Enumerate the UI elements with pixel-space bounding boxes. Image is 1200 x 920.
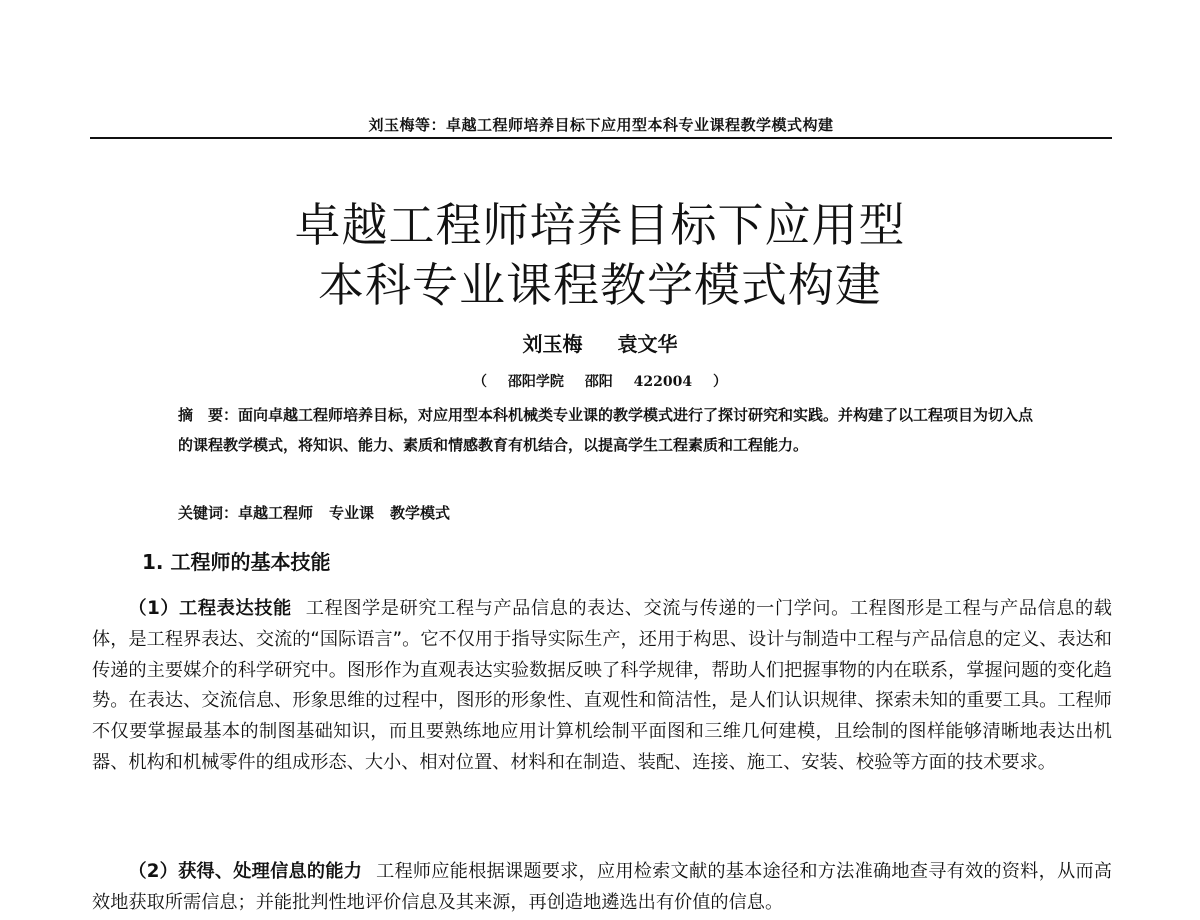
keyword: 卓越工程师 [238,504,314,522]
keywords [178,502,466,523]
section-heading: 1. 工程师的基本技能 [142,550,331,574]
body-paragraph [92,594,1112,779]
affiliation-open-paren: （ [473,374,488,390]
affiliation-institution: 邵阳学院 [507,374,564,390]
affiliation-postcode: 422004 [633,374,693,390]
keyword: 教学模式 [390,504,451,522]
paragraph-text: 工程师应能根据课题要求，应用检索文献的基本途径和方法准确地查寻有效的资料，从而高效地获取所需信息；并能批判性地评价信息及其来源，再创造地遴选出有价值的信息。 [92,861,1112,913]
affiliation-close-paren: ） [712,374,727,390]
affiliation [100,371,1100,391]
paper-title-line-2: 本科专业课程教学模式构建 [318,258,882,312]
paper-title-line-1: 卓越工程师培养目标下应用型 [294,198,906,252]
running-header: 刘玉梅等：卓越工程师培养目标下应用型本科专业课程教学模式构建 [368,116,834,134]
author-name: 袁文华 [617,332,678,356]
abstract [178,400,1034,460]
body-paragraph [92,857,1112,919]
abstract-label: 摘 要： [178,406,239,424]
header-rule [90,137,1112,139]
paragraph-lead: （1）工程表达技能 [128,598,292,619]
affiliation-city: 邵阳 [584,374,613,390]
abstract-text: 面向卓越工程师培养目标，对应用型本科机械类专业课的教学模式进行了探讨研究和实践。并构建了以工程项目为切入点的课程教学模式，将知识、能力、素质和情感教育有机结合，以提高学生工程素质和工程能力。 [178,406,1034,454]
author-name: 刘玉梅 [522,332,583,356]
keyword: 专业课 [329,504,375,522]
keywords-label: 关键词： [178,504,239,522]
author-list [100,328,1100,357]
paragraph-text: 工程图学是研究工程与产品信息的表达、交流与传递的一门学问。工程图形是工程与产品信息的载体，是工程界表达、交流的“国际语言”。它不仅用于指导实际生产，还用于构思、设计与制造中工程与产品信息的定义、表达和传递的主要媒介的科学研究中。图形作为直观表达实验数据反映了科学规律，帮助人们把握事物的内在联系，掌握问题的变化趋势。在表达、交流信息、形象思维的过程中，图形的形象性、直观性和简洁性，是人们认识规律、探索未知的重要工具。工程师不仅要掌握最基本的制图基础知识，而且要熟练地应用计算机绘制平面图和三维几何建模，且绘制的图样能够清晰地表达出机器、机构和机械零件的组成形态、大小、相对位置、材料和在制造、装配、连接、施工、安装、校验等方面的技术要求。 [92,598,1112,773]
paragraph-lead: （2）获得、处理信息的能力 [128,861,363,882]
